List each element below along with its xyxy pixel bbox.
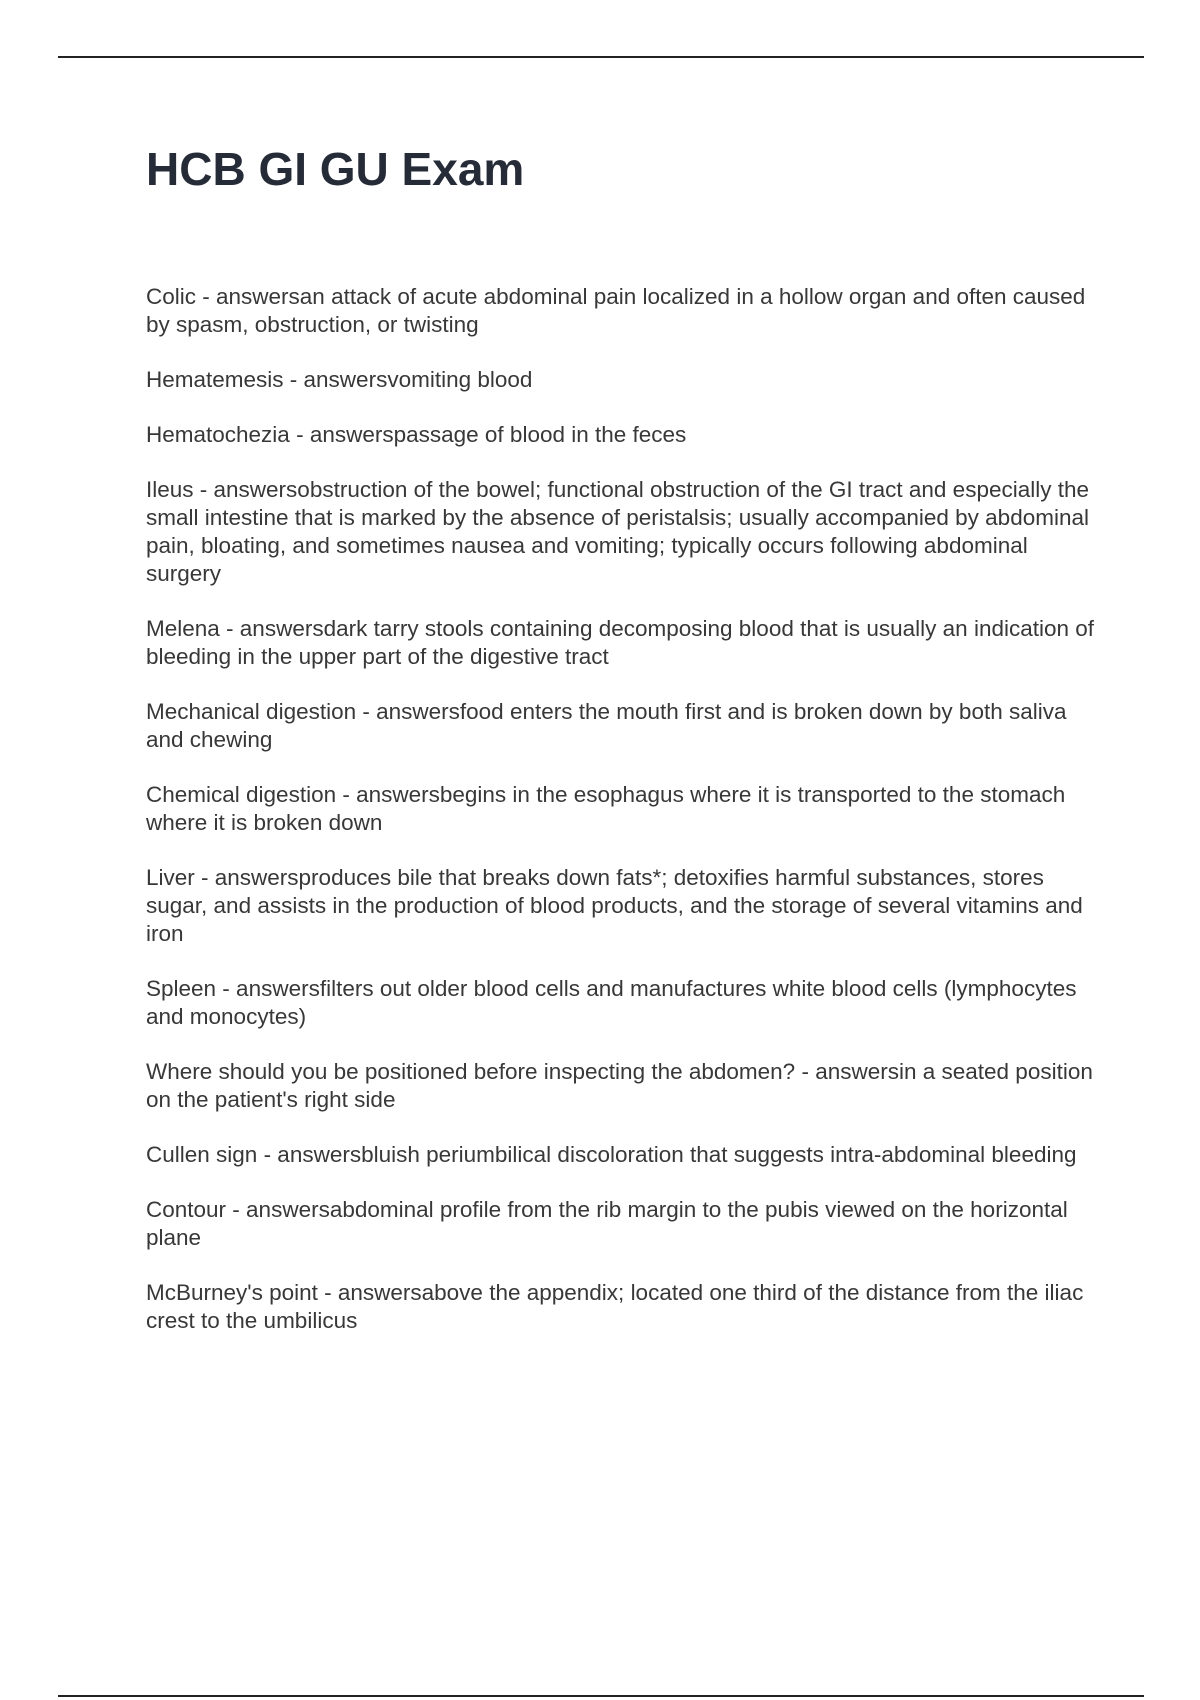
page-title: HCB GI GU Exam [146, 143, 525, 195]
entry-chemical-digestion: Chemical digestion - answersbegins in the esophagus where it is transported to the stomach where it is broken down [146, 782, 1066, 835]
flashcard-list [146, 283, 1096, 1362]
entry-cullen-sign: Cullen sign - answersbluish periumbilical discoloration that suggests intra-abdominal bleeding [146, 1142, 1077, 1167]
entry-contour: Contour - answersabdominal profile from the rib margin to the pubis viewed on the horizontal plane [146, 1197, 1068, 1250]
top-divider [58, 56, 1144, 58]
bottom-divider [58, 1695, 1144, 1697]
entry-abdomen-position: Where should you be positioned before inspecting the abdomen? - answersin a seated position on the patient's right side [146, 1059, 1093, 1112]
entry-mcburneys-point: McBurney's point - answersabove the appendix; located one third of the distance from the iliac crest to the umbilicus [146, 1280, 1084, 1333]
entry-ileus: Ileus - answersobstruction of the bowel; functional obstruction of the GI tract and especially the small intestine that is marked by the absence of peristalsis; usually accompanied by abdominal pain, bloating, and sometimes nausea and vomiting; typically occurs following abdominal surgery [146, 477, 1090, 586]
entry-spleen: Spleen - answersfilters out older blood cells and manufactures white blood cells (lymphocytes and monocytes) [146, 976, 1077, 1029]
entry-colic: Colic - answersan attack of acute abdominal pain localized in a hollow organ and often caused by spasm, obstruction, or twisting [146, 284, 1086, 337]
entry-melena: Melena - answersdark tarry stools containing decomposing blood that is usually an indication of bleeding in the upper part of the digestive tract [146, 616, 1095, 669]
entry-hematochezia: Hematochezia - answerspassage of blood in the feces [146, 422, 687, 447]
entry-mechanical-digestion: Mechanical digestion - answersfood enters the mouth first and is broken down by both saliva and chewing [146, 699, 1067, 752]
entry-hematemesis: Hematemesis - answersvomiting blood [146, 367, 533, 392]
entry-liver: Liver - answersproduces bile that breaks down fats*; detoxifies harmful substances, stores sugar, and assists in the production of blood products, and the storage of several vitamins and iron [146, 865, 1083, 946]
